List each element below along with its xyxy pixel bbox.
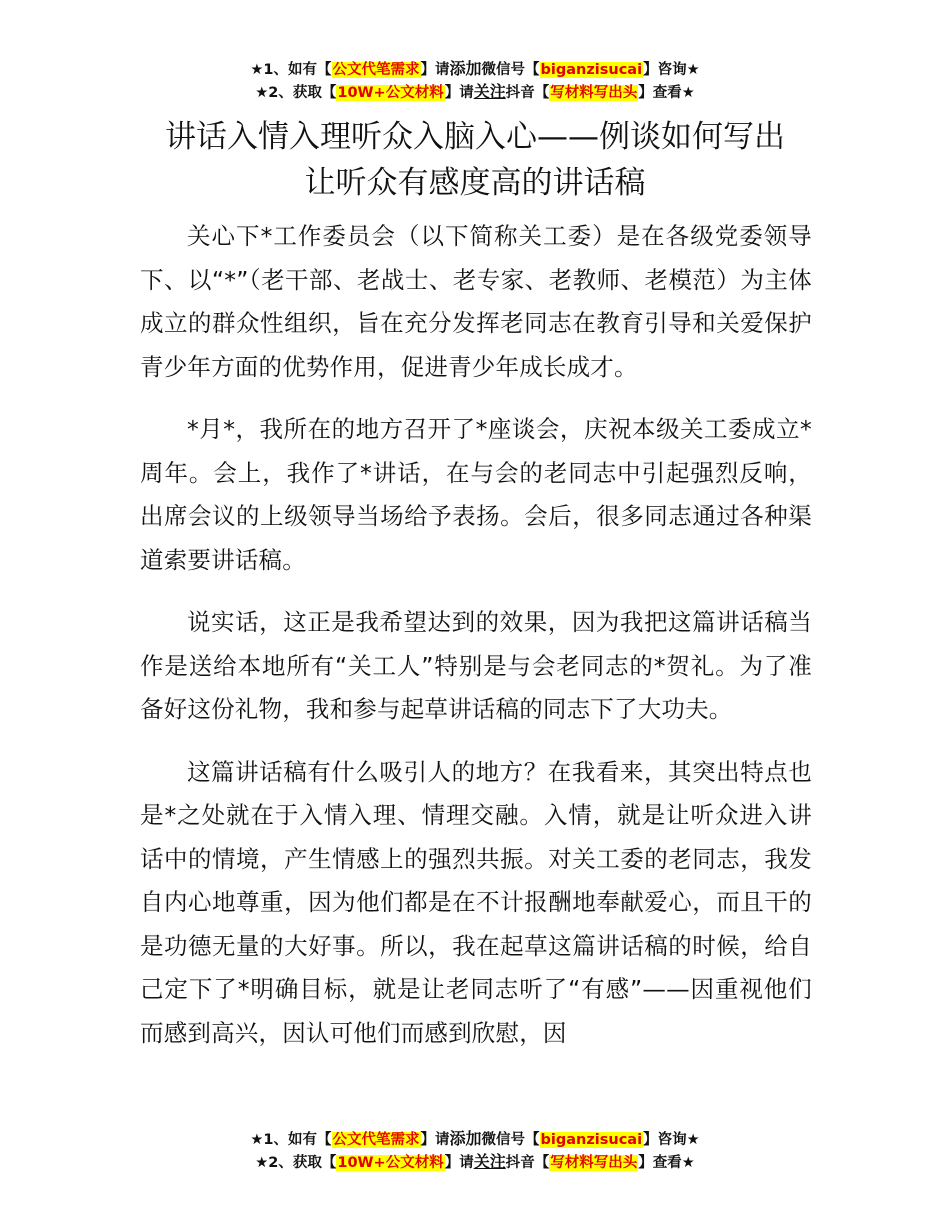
- header-notice-line-1: [0, 58, 950, 81]
- notice-text: ★1、如有【: [250, 1132, 332, 1148]
- footer-notice-line-2: [0, 1151, 950, 1174]
- notice-text: 】请: [444, 1155, 474, 1171]
- body-paragraph: *月*，我所在的地方召开了*座谈会，庆祝本级关工委成立*周年。会上，我作了*讲话，在与会的老同志中引起强烈反响，出席会议的上级领导当场给予表扬。会后，很多同志通过各种渠道索要讲话稿。: [140, 415, 812, 574]
- title-line-2: 让听众有感度高的讲话稿: [304, 165, 646, 201]
- notice-text: 】请: [420, 62, 450, 78]
- notice-text: 微信号【: [481, 1132, 540, 1148]
- body-paragraph: 这篇讲话稿有什么吸引人的地方？在我看来，其突出特点也是*之处就在于入情入理、情理交融。入情，就是让听众进入讲话中的情境，产生情感上的强烈共振。对关工委的老同志，我发自内心地尊重，因为他们都是在不计报酬地奉献爱心，而且干的是功德无量的大好事。所以，我在起草这篇讲话稿的时候，给自己定下了*明确目标，就是让老同志听了“有感”——因重视他们而感到高兴，因认可他们而感到欣慰，因: [140, 757, 812, 1047]
- notice-text: 】咨询★: [643, 1132, 700, 1148]
- notice-text: 】请: [444, 85, 474, 101]
- highlight-service: 公文代笔需求: [332, 62, 420, 78]
- highlight-douyin-account: 写材料写出头: [550, 85, 638, 101]
- footer-notice-line-1: [0, 1128, 950, 1151]
- highlight-douyin-account: 写材料写出头: [550, 1155, 638, 1171]
- notice-text: 抖音【: [505, 1155, 550, 1171]
- notice-text: 抖音【: [505, 85, 550, 101]
- notice-emphasis: 关注: [473, 1152, 506, 1171]
- notice-text: ★2、获取【: [255, 1155, 337, 1171]
- header-notice-line-2: [0, 81, 950, 104]
- header-notice: [0, 58, 950, 104]
- body-paragraph: 关心下*工作委员会（以下简称关工委）是在各级党委领导下、以“*”（老干部、老战士、老专家、老教师、老模范）为主体成立的群众性组织，旨在充分发挥老同志在教育引导和关爱保护青少年方面的优势作用，促进青少年成长成才。: [140, 222, 812, 381]
- highlight-materials: 10W+公文材料: [337, 85, 444, 101]
- highlight-wechat-id: biganzisucai: [540, 1132, 643, 1148]
- highlight-service: 公文代笔需求: [332, 1132, 420, 1148]
- notice-text: 】请: [420, 1132, 450, 1148]
- highlight-materials: 10W+公文材料: [337, 1155, 444, 1171]
- notice-text: ★2、获取【: [255, 85, 337, 101]
- notice-text: ★1、如有【: [250, 62, 332, 78]
- notice-text: 】咨询★: [643, 62, 700, 78]
- title-line-1: 讲话入情入理听众入脑入心——例谈如何写出: [165, 119, 785, 155]
- notice-emphasis: 添加: [449, 59, 482, 78]
- footer-notice: [0, 1128, 950, 1174]
- notice-text: 】查看★: [638, 85, 695, 101]
- highlight-wechat-id: biganzisucai: [540, 62, 643, 78]
- document-body: [140, 215, 812, 1074]
- document-title: [0, 114, 950, 206]
- body-paragraph: 说实话，这正是我希望达到的效果，因为我把这篇讲话稿当作是送给本地所有“关工人”特别是与会老同志的*贺礼。为了准备好这份礼物，我和参与起草讲话稿的同志下了大功夫。: [140, 608, 812, 723]
- notice-emphasis: 添加: [449, 1129, 482, 1148]
- notice-emphasis: 关注: [473, 82, 506, 101]
- notice-text: 】查看★: [638, 1155, 695, 1171]
- notice-text: 微信号【: [481, 62, 540, 78]
